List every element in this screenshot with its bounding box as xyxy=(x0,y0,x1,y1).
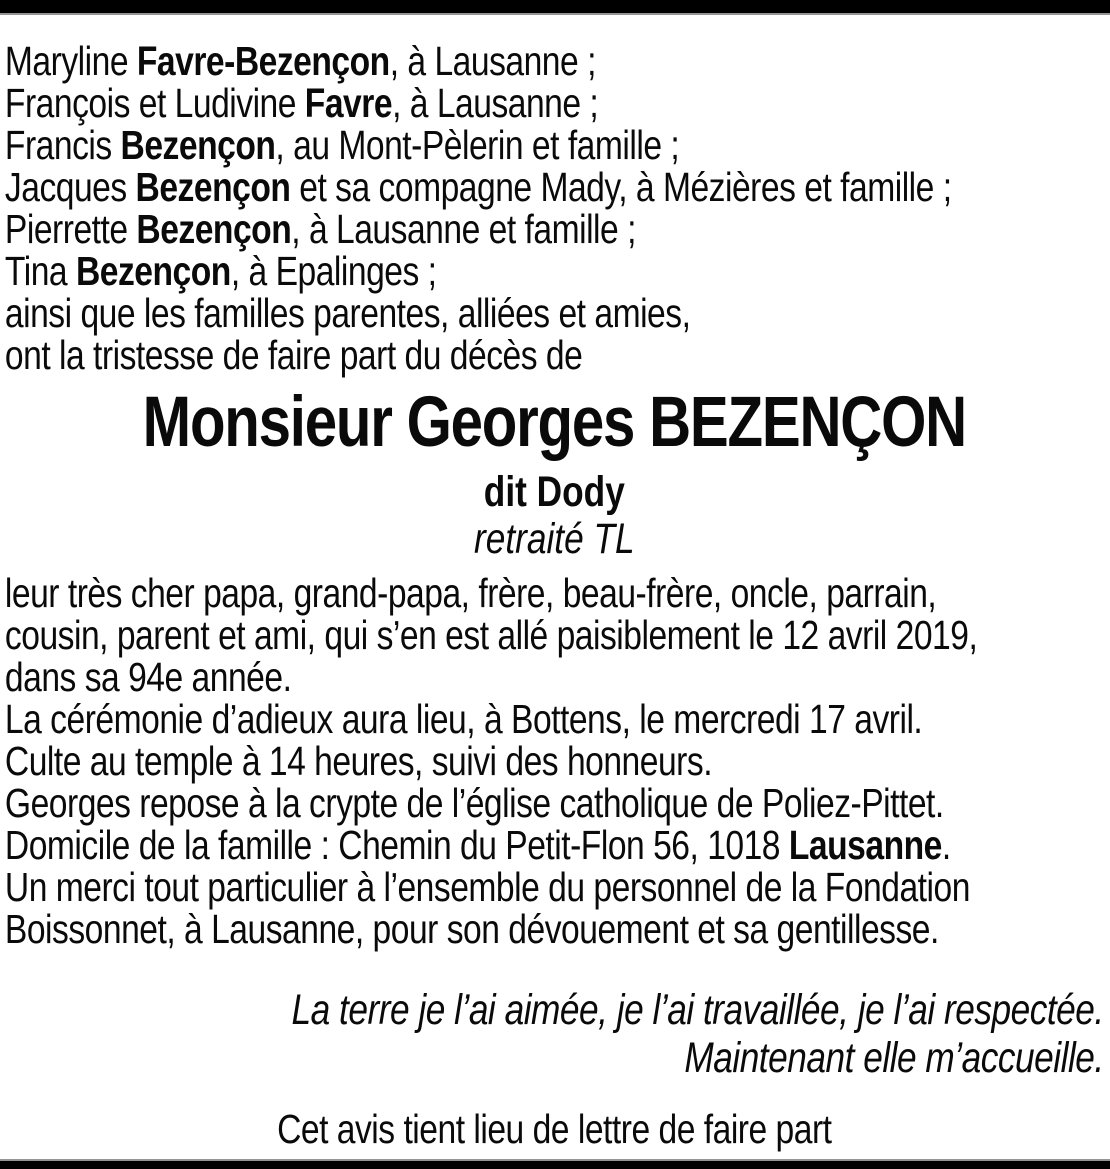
bottom-border-bar xyxy=(0,1159,1110,1169)
family-line-pre: François et Ludivine xyxy=(4,80,305,126)
deceased-occupation: retraité TL xyxy=(473,515,635,563)
family-line xyxy=(5,82,1104,124)
thanks-line: Boissonnet, à Lausanne, pour son dévouement et sa gentillesse. xyxy=(4,906,939,952)
family-line xyxy=(5,124,1104,166)
family-line-pre: ainsi que les familles parentes, alliées et amies, xyxy=(4,290,691,336)
family-name-bold: Bezençon xyxy=(120,122,276,168)
body-line: leur très cher papa, grand-papa, frère, beau-frère, oncle, parrain, xyxy=(4,570,937,616)
family-line-pre: Tina xyxy=(4,248,76,294)
family-line xyxy=(5,334,1104,376)
family-line-pre: Jacques xyxy=(4,164,136,210)
family-line xyxy=(5,250,1104,292)
body-line: cousin, parent et ami, qui s’en est allé paisiblement le 12 avril 2019, xyxy=(4,612,978,658)
family-line-pre: ont la tristesse de faire part du décès de xyxy=(4,332,583,378)
body-line: dans sa 94e année. xyxy=(4,654,292,700)
address-line xyxy=(5,824,1104,866)
family-line-post: , à Epalinges ; xyxy=(230,248,437,294)
epitaph-quote xyxy=(5,986,1104,1082)
family-line xyxy=(5,40,1104,82)
family-line-pre: Maryline xyxy=(4,38,137,84)
footer-line: Cet avis tient lieu de lettre de faire part xyxy=(277,1106,832,1152)
family-line-pre: Francis xyxy=(4,122,121,168)
body-line: Georges repose à la crypte de l’église catholique de Poliez-Pittet. xyxy=(4,780,944,826)
family-line xyxy=(5,208,1104,250)
obituary-notice xyxy=(0,15,1110,1150)
family-line-pre: Pierrette xyxy=(4,206,137,252)
deceased-nickname: dit Dody xyxy=(483,468,625,516)
address-line-post: . xyxy=(941,822,951,868)
quote-line: La terre je l’ai aimée, je l’ai travaillée, je l’ai respectée. xyxy=(291,986,1104,1034)
family-name-bold: Favre-Bezençon xyxy=(136,38,390,84)
family-line xyxy=(5,292,1104,334)
thanks-line: Un merci tout particulier à l’ensemble du personnel de la Fondation xyxy=(4,864,970,910)
quote-line: Maintenant elle m’accueille. xyxy=(684,1034,1104,1082)
family-name-bold: Bezençon xyxy=(136,206,292,252)
address-line-pre: Domicile de la famille : Chemin du Petit-Flon 56, 1018 xyxy=(4,822,789,868)
body-line: La cérémonie d’adieux aura lieu, à Bottens, le mercredi 17 avril. xyxy=(4,696,923,742)
body-line: Culte au temple à 14 heures, suivi des honneurs. xyxy=(4,738,713,784)
address-city-bold: Lausanne xyxy=(788,822,942,868)
family-line xyxy=(5,166,1104,208)
family-name-bold: Bezençon xyxy=(135,164,291,210)
family-line-post: et sa compagne Mady, à Mézières et famille ; xyxy=(290,164,952,210)
family-line-post: , à Lausanne et famille ; xyxy=(291,206,636,252)
family-line-post: , au Mont-Pèlerin et famille ; xyxy=(275,122,680,168)
family-line-post: , à Lausanne ; xyxy=(389,38,596,84)
top-border-bar xyxy=(0,0,1110,15)
notice-body xyxy=(5,572,1104,950)
family-name-bold: Favre xyxy=(304,80,393,126)
family-name-bold: Bezençon xyxy=(75,248,231,294)
family-line-post: , à Lausanne ; xyxy=(392,80,599,126)
deceased-name: Monsieur Georges BEZENÇON xyxy=(142,383,966,462)
